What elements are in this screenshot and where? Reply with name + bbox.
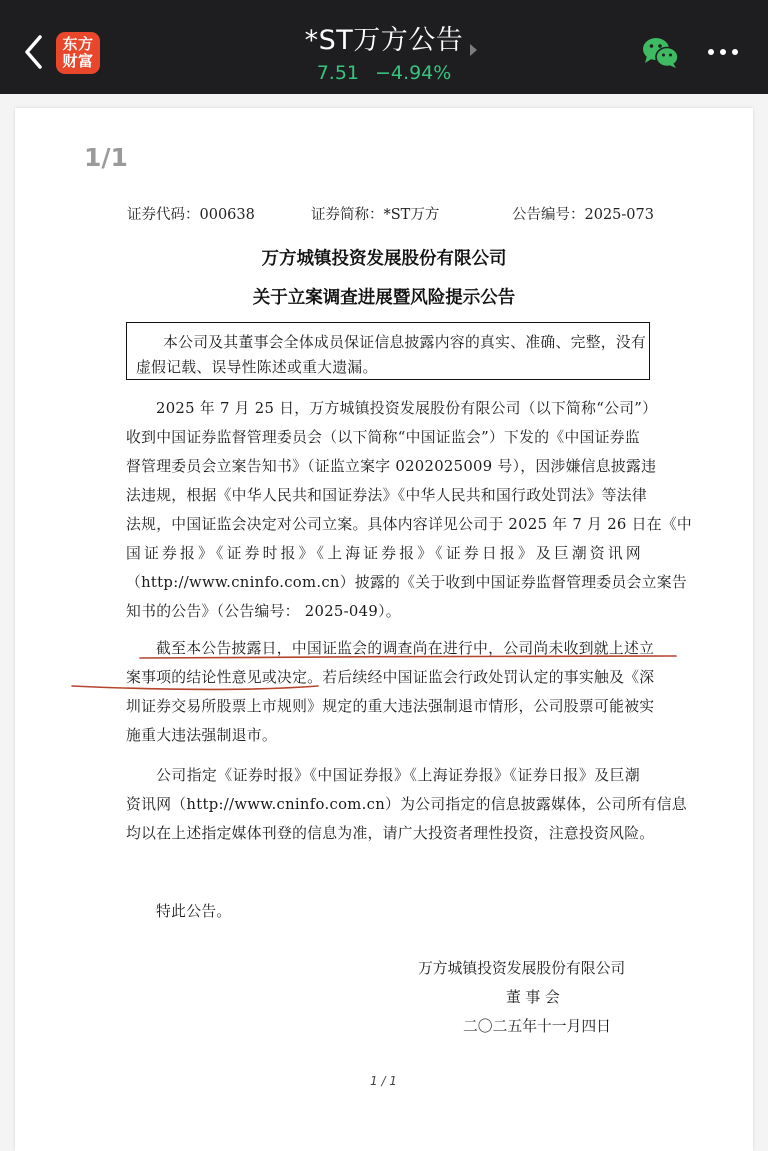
- play-triangle-icon: [470, 44, 477, 56]
- page-title: *ST万方公告: [304, 25, 464, 56]
- para3-line: 公司指定《证券时报》《中国证券报》《上海证券报》《证券日报》及巨潮: [156, 767, 640, 784]
- footer-page-number: 1 / 1: [370, 1074, 397, 1088]
- stock-price: 7.51: [316, 62, 360, 84]
- para2-line: 施重大违法强制退市。: [126, 727, 277, 744]
- wechat-share-button[interactable]: [641, 36, 681, 70]
- para1-line: （http://www.cninfo.com.cn）披露的《关于收到中国证券监督管理委员会立案告: [126, 574, 687, 591]
- notice-line: 本公司及其董事会全体成员保证信息披露内容的真实、准确、完整，没有: [163, 334, 647, 351]
- para1-line: 法违规，根据《中华人民共和国证券法》《中华人民共和国行政处罚法》等法律: [126, 487, 647, 504]
- more-options-button[interactable]: [706, 40, 740, 64]
- page-indicator: 1/1: [84, 143, 128, 172]
- para1-line: 2025 年 7 月 25 日，万方城镇投资发展股份有限公司（以下简称“公司”）: [156, 400, 658, 417]
- company-name-heading: 万方城镇投资发展股份有限公司: [261, 249, 507, 269]
- signature-board: 董 事 会: [506, 989, 560, 1006]
- logo-line1: 东方: [62, 35, 94, 53]
- para2-line: 圳证券交易所股票上市规则》规定的重大违法强制退市情形，公司股票可能被实: [126, 698, 655, 715]
- app-header-bar: [0, 0, 768, 94]
- para1-line: 国证券报》《证券时报》《上海证券报》《证券日报》及巨潮资讯网: [126, 545, 641, 562]
- para2-line: 截至本公告披露日，中国证监会的调查尚在进行中，公司尚未收到就上述立: [156, 640, 655, 657]
- wechat-icon: [641, 36, 681, 70]
- notice-line: 虚假记载、误导性陈述或重大遗漏。: [136, 359, 378, 376]
- para3-line: 均以在上述指定媒体刊登的信息为准，请广大投资者理性投资，注意投资风险。: [126, 825, 655, 842]
- announcement-title: 关于立案调查进展暨风险提示公告: [252, 288, 516, 308]
- para1-line: 知书的公告》（公告编号： 2025-049）。: [126, 603, 401, 620]
- securities-code: 证券代码：000638: [127, 207, 255, 223]
- announcement-number: 公告编号：2025-073: [512, 207, 654, 223]
- securities-short-name: 证券简称：*ST万方: [311, 207, 440, 223]
- para1-line: 收到中国证券监督管理委员会（以下简称“中国证监会”）下发的《中国证券监: [126, 429, 640, 446]
- signature-company: 万方城镇投资发展股份有限公司: [418, 960, 626, 977]
- para2-line: 案事项的结论性意见或决定。若后续经中国证监会行政处罚认定的事实触及《深: [126, 669, 655, 686]
- logo-line2: 财富: [62, 52, 94, 70]
- signature-date: 二〇二五年十一月四日: [463, 1018, 611, 1035]
- closing-text: 特此公告。: [156, 903, 232, 920]
- stock-change: −4.94%: [375, 62, 452, 84]
- para3-line: 资讯网（http://www.cninfo.com.cn）为公司指定的信息披露媒体，公司所有信息: [126, 796, 687, 813]
- para1-line: 法规，中国证监会决定对公司立案。具体内容详见公司于 2025 年 7 月 26 日在《中: [126, 516, 693, 533]
- para1-line: 督管理委员会立案告知书》（证监立案字 0202025009 号），因涉嫌信息披露违: [126, 458, 657, 475]
